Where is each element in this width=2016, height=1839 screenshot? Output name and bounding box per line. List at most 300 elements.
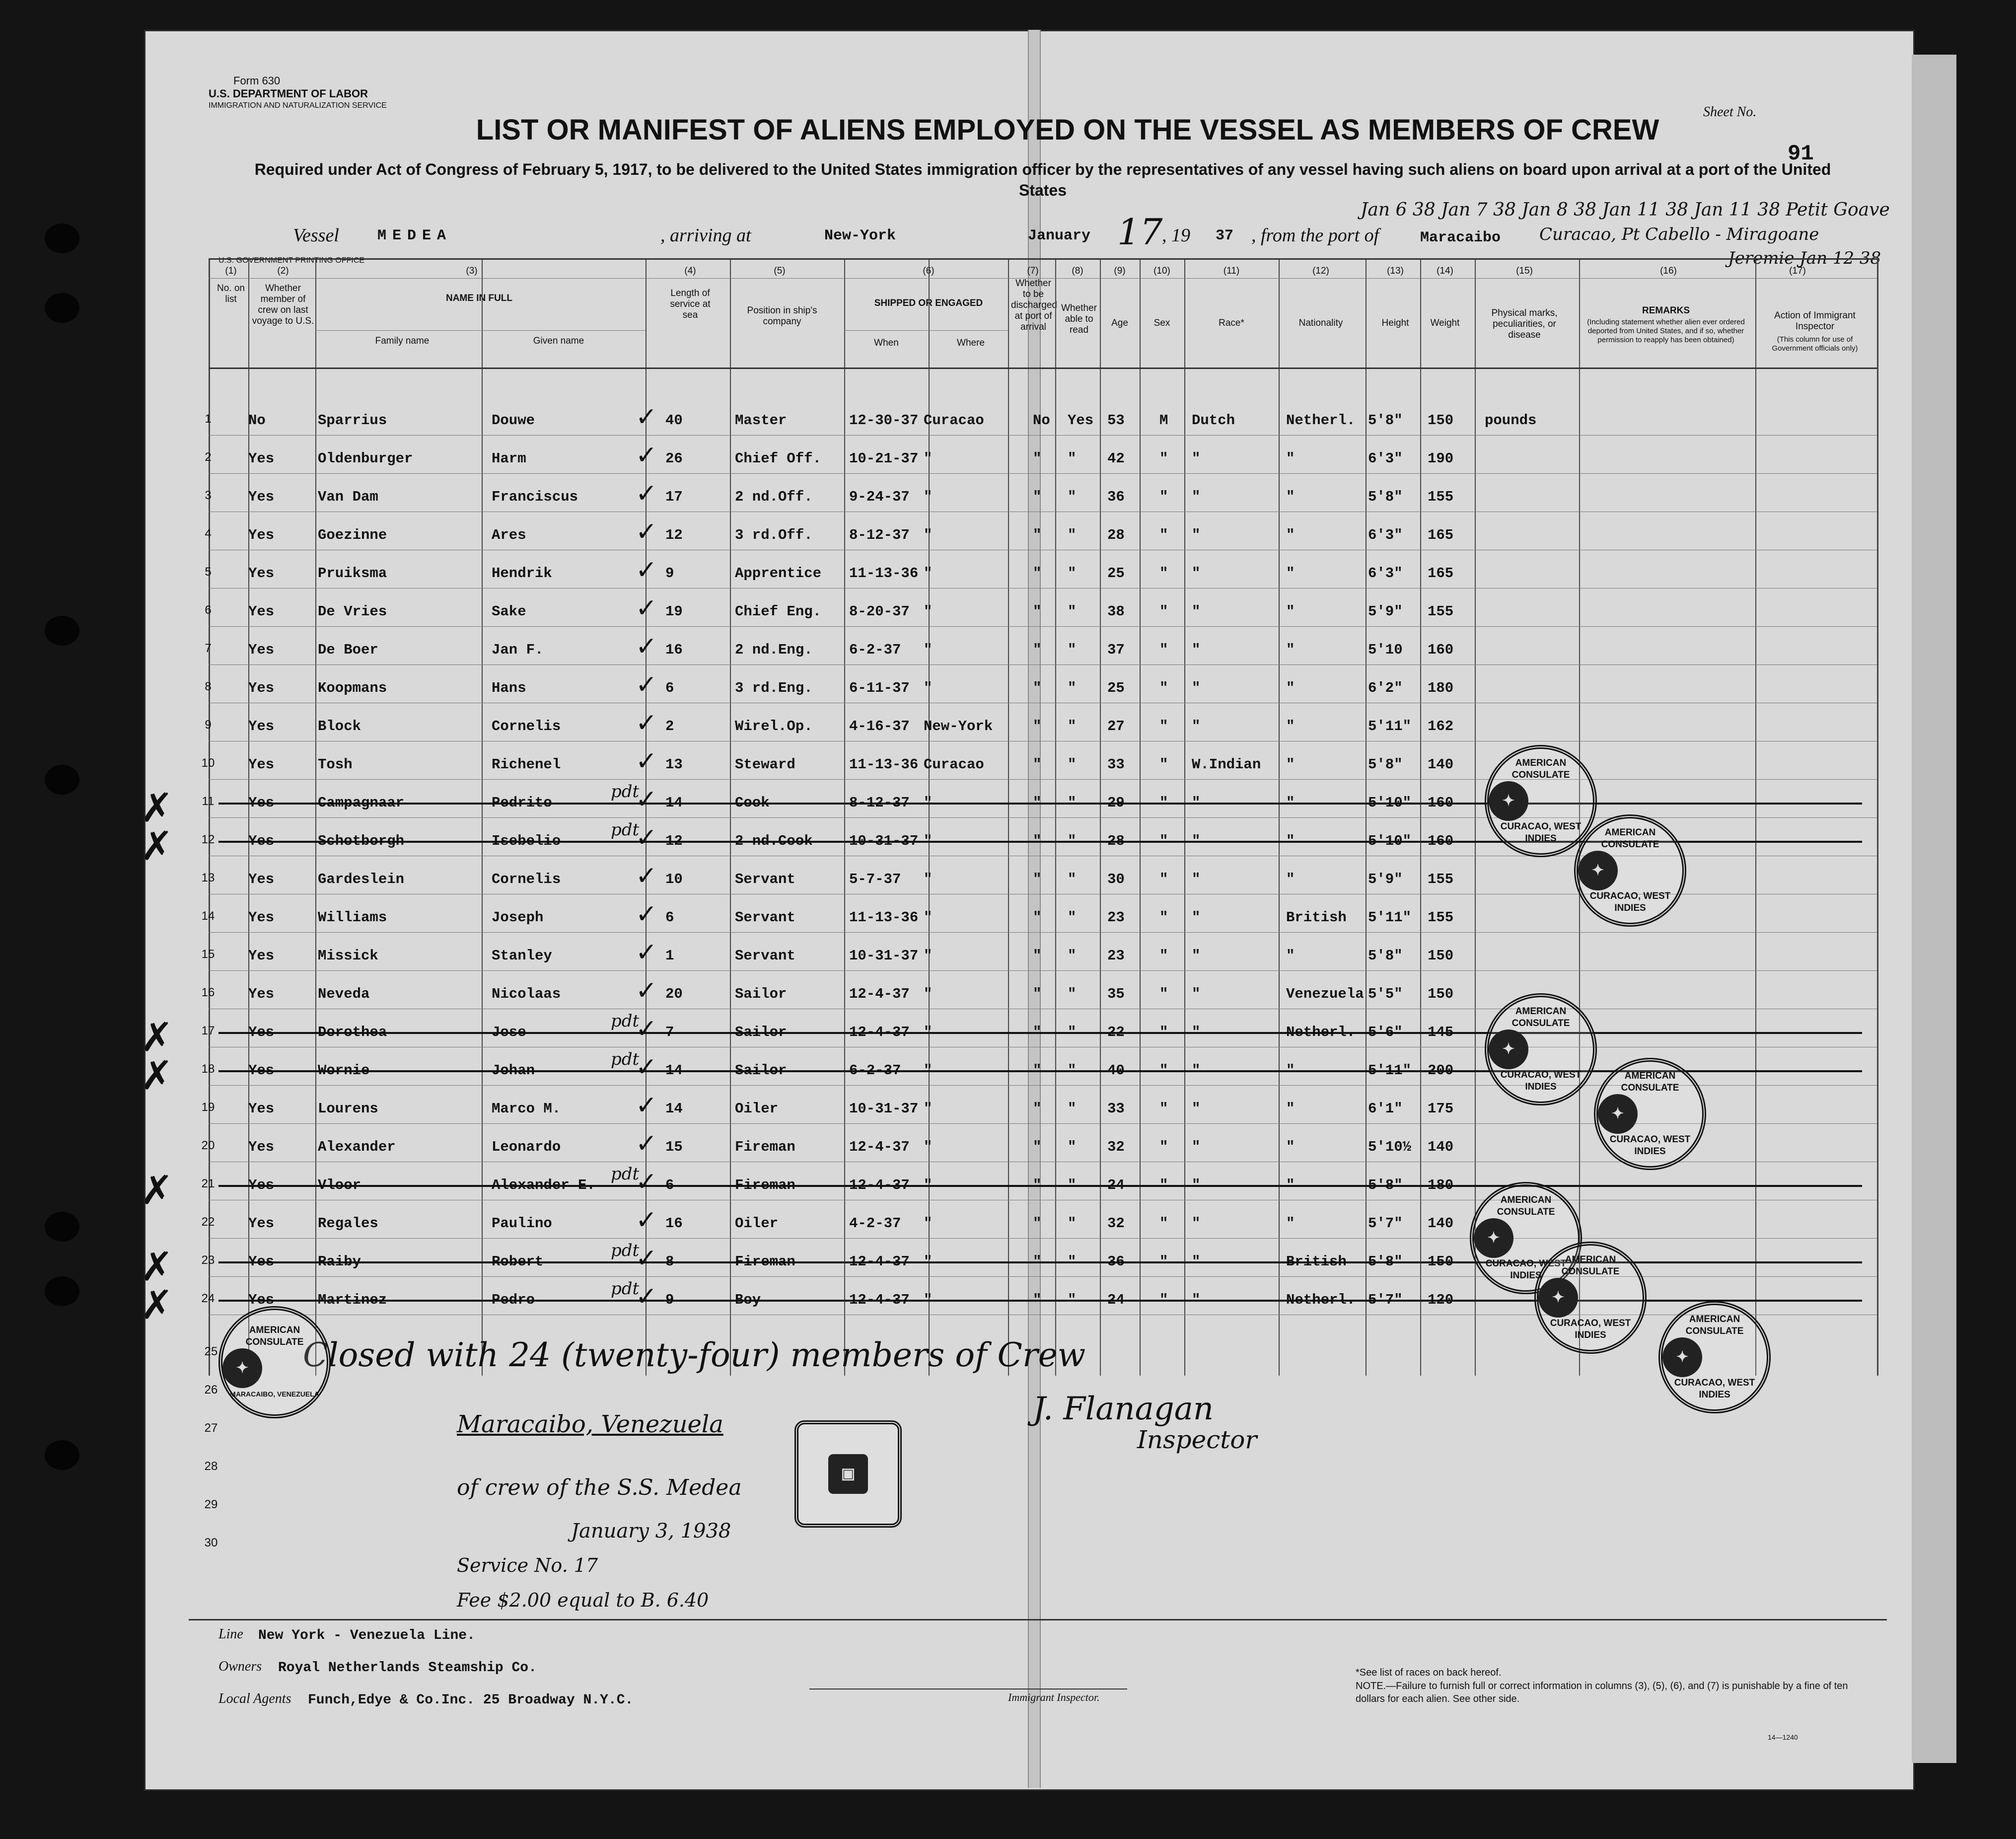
cell-race: " [1192, 489, 1201, 505]
cell-nat: British [1286, 1253, 1347, 1270]
col-num-5: (5) [774, 266, 786, 276]
binder-hole [45, 765, 79, 795]
cross-mark-icon: ✗ [140, 785, 174, 831]
cell-family: De Vries [318, 603, 387, 620]
col-num-16: (16) [1660, 266, 1677, 276]
row-number: 5 [205, 565, 212, 579]
arriving-label: , arriving at [660, 225, 751, 246]
cell-weight: 140 [1428, 1139, 1454, 1155]
cell-last: Yes [248, 1101, 275, 1117]
check-mark-icon: ✓ [636, 977, 657, 1005]
cell-disch: " [1033, 718, 1042, 735]
cell-weight: 165 [1428, 527, 1454, 543]
cell-height: 6'3" [1368, 450, 1403, 467]
cell-height: 5'10" [1368, 833, 1412, 849]
cell-position: Sailor [735, 1024, 787, 1040]
cell-weight: 165 [1428, 565, 1454, 582]
col-num-9: (9) [1114, 266, 1126, 276]
cell-when: 6-2-37 [849, 1062, 901, 1079]
cell-family: Sparrius [318, 412, 387, 429]
cell-height: 5'5" [1368, 986, 1403, 1002]
cell-family: Goezinne [318, 527, 387, 543]
col-num-10: (10) [1153, 266, 1170, 276]
cell-sex: " [1159, 527, 1168, 543]
arrival-port: New-York [824, 227, 896, 244]
cell-disch: " [1033, 1215, 1042, 1232]
cell-read: " [1068, 1024, 1077, 1040]
row-number: 20 [201, 1139, 215, 1152]
cell-sex: " [1159, 1101, 1168, 1117]
cell-length: 8 [665, 1253, 674, 1270]
cell-sex: " [1159, 489, 1168, 505]
cell-race: " [1192, 909, 1201, 926]
year-suffix: 37 [1216, 227, 1234, 244]
cell-last: Yes [248, 909, 275, 926]
cell-family: De Boer [318, 642, 378, 658]
cell-nat: " [1286, 565, 1295, 582]
page-subtitle: Required under Act of Congress of February 5, 1917, to be delivered to the United States immigration officer by the representatives of any vessel having such aliens on board upon arrival at a port of the United States [254, 160, 1831, 199]
cell-sex: " [1159, 603, 1168, 620]
cell-where: Curacao [924, 756, 984, 773]
check-mark-icon: ✓ [636, 939, 657, 967]
cell-sex: " [1159, 986, 1168, 1002]
from-label: , from the port of [1251, 225, 1379, 246]
cell-last: Yes [248, 1253, 275, 1270]
cell-race: Dutch [1192, 412, 1235, 429]
cell-race: " [1192, 1139, 1201, 1155]
cell-nat: " [1286, 756, 1295, 773]
cell-weight: 155 [1428, 871, 1454, 887]
cell-length: 26 [665, 450, 683, 467]
cell-race: " [1192, 1177, 1201, 1193]
cell-last: Yes [248, 833, 275, 849]
cell-given: Jose [492, 1024, 526, 1040]
cell-family: Schotborgh [318, 833, 405, 849]
strike-line [218, 1032, 1862, 1034]
cell-length: 6 [665, 1177, 674, 1193]
col-name-in-full: NAME IN FULL [445, 293, 513, 303]
col-age: Age [1111, 318, 1128, 328]
col-sex: Sex [1153, 318, 1170, 328]
sheet-label: Sheet No. [1703, 104, 1757, 120]
cell-read: " [1068, 450, 1077, 467]
cell-length: 7 [665, 1024, 674, 1040]
cell-last: No [248, 412, 266, 429]
cell-read: " [1068, 680, 1077, 696]
service-number: Service No. 17 [457, 1554, 598, 1576]
cell-weight: 180 [1428, 680, 1454, 696]
cell-disch: " [1033, 680, 1042, 696]
cell-where: " [924, 1177, 933, 1193]
cell-read: " [1068, 795, 1077, 811]
cross-mark-icon: ✗ [140, 1167, 174, 1213]
cell-position: Fireman [735, 1139, 795, 1155]
cell-position: Fireman [735, 1177, 795, 1193]
row-number: 3 [205, 489, 212, 502]
page-edge [1912, 55, 1956, 1763]
cell-read: " [1068, 948, 1077, 964]
row-number: 17 [201, 1024, 215, 1037]
col-action-note: (This column for use of Government officials only) [1772, 335, 1858, 353]
col-given-name: Given name [533, 336, 584, 346]
cell-sex: " [1159, 871, 1168, 887]
cell-height: 5'7" [1368, 1292, 1403, 1308]
check-mark-icon: ✓ [636, 1283, 657, 1311]
cross-mark-icon: ✗ [140, 1014, 174, 1060]
cell-when: 11-13-36 [849, 756, 919, 773]
cell-given: Joseph [492, 909, 544, 926]
cell-weight: 140 [1428, 756, 1454, 773]
col-num-14: (14) [1437, 266, 1453, 276]
cell-race: " [1192, 795, 1201, 811]
cell-length: 20 [665, 986, 683, 1002]
cell-where: Curacao [924, 412, 984, 429]
cell-when: 11-13-36 [849, 565, 919, 582]
fine-note: NOTE.—Failure to furnish full or correct information in columns (3), (5), (6), and (7) is punishable by a fine of ten dollars for each alien. See other side. [1356, 1681, 1848, 1704]
service: IMMIGRATION AND NATURALIZATION SERVICE [209, 101, 387, 110]
cell-nat: " [1286, 795, 1295, 811]
cell-family: Campagnaar [318, 795, 405, 811]
cell-disch: " [1033, 948, 1042, 964]
table-row [199, 512, 1887, 550]
col-position: Position in ship's company [747, 305, 817, 327]
cell-sex: " [1159, 948, 1168, 964]
cell-height: 5'8" [1368, 1253, 1403, 1270]
cell-disch: " [1033, 1253, 1042, 1270]
cell-weight: 155 [1428, 603, 1454, 620]
binder-hole [45, 293, 79, 323]
cell-read: " [1068, 489, 1077, 505]
check-mark-icon: ✓ [636, 824, 657, 852]
cell-position: Servant [735, 871, 795, 887]
cell-height: 6'2" [1368, 680, 1403, 696]
cell-nat: British [1286, 909, 1347, 926]
cell-disch: " [1033, 1292, 1042, 1308]
cell-age: 36 [1107, 489, 1125, 505]
cell-where: " [924, 1024, 933, 1040]
cell-length: 9 [665, 1292, 674, 1308]
cell-last: Yes [248, 1139, 275, 1155]
cell-length: 40 [665, 412, 683, 429]
cell-race: W.Indian [1192, 756, 1261, 773]
consulate-seal-square: ▣ [794, 1420, 902, 1528]
check-mark-icon: ✓ [636, 1168, 657, 1196]
cell-where: " [924, 909, 933, 926]
cell-age: 32 [1107, 1215, 1125, 1232]
cell-weight: 180 [1428, 1177, 1454, 1193]
col-num-12: (12) [1312, 266, 1329, 276]
inspector-signature: J. Flanagan [1033, 1391, 1214, 1427]
cell-length: 12 [665, 527, 683, 543]
pdt-note: pdt [611, 1164, 640, 1184]
curacao-stamp: AMERICAN CONSULATE ✦ CURACAO, WEST INDIES [1534, 1242, 1647, 1354]
col-num-11: (11) [1223, 266, 1240, 276]
cell-where: " [924, 527, 933, 543]
cell-height: 5'8" [1368, 412, 1403, 429]
table-row [199, 665, 1887, 703]
check-mark-icon: ✓ [636, 900, 657, 929]
cell-when: 12-4-37 [849, 1292, 910, 1308]
row-number: 25 [204, 1345, 218, 1358]
col-physical-marks: Physical marks, peculiarities, or disease [1491, 308, 1558, 340]
cell-given: Isebelio [492, 833, 561, 849]
handwritten-dates: Jan 6 38 Jan 7 38 Jan 8 38 Jan 11 38 Jan 11 38 Petit Goave [1361, 200, 1890, 220]
cell-read: " [1068, 1215, 1077, 1232]
check-mark-icon: ✓ [636, 556, 657, 585]
cell-when: 12-4-37 [849, 1177, 910, 1193]
cell-read: " [1068, 986, 1077, 1002]
cell-disch: " [1033, 450, 1042, 467]
cell-length: 12 [665, 833, 683, 849]
cell-height: 5'8" [1368, 948, 1403, 964]
cell-nat: Netherl. [1286, 1292, 1356, 1308]
cell-weight: 120 [1428, 1292, 1454, 1308]
cell-where: New-York [924, 718, 993, 735]
inspector-label: Immigrant Inspector. [1008, 1691, 1100, 1703]
cell-height: 5'9" [1368, 871, 1403, 887]
pdt-note: pdt [611, 782, 640, 802]
cell-when: 12-4-37 [849, 1253, 910, 1270]
row-number: 23 [201, 1253, 215, 1267]
cell-given: Alexander E. [492, 1177, 595, 1193]
cell-age: 23 [1107, 948, 1125, 964]
cell-where: " [924, 680, 933, 696]
col-shipped: SHIPPED OR ENGAGED [874, 298, 983, 308]
table-row [199, 971, 1887, 1009]
cell-disch: " [1033, 833, 1042, 849]
check-mark-icon: ✓ [636, 594, 657, 623]
cell-weight: 150 [1428, 986, 1454, 1002]
cell-when: 10-31-37 [849, 948, 919, 964]
cell-family: Missick [318, 948, 378, 964]
col-num-15: (15) [1516, 266, 1533, 276]
col-num-8: (8) [1072, 266, 1083, 276]
consulate-date: January 3, 1938 [571, 1520, 731, 1543]
cell-sex: " [1159, 1139, 1168, 1155]
closed-note: Closed with 24 (twenty-four) members of Crew [303, 1336, 1086, 1374]
cell-read: " [1068, 871, 1077, 887]
cell-height: 5'8" [1368, 1177, 1403, 1193]
cell-when: 8-20-37 [849, 603, 910, 620]
cell-height: 5'10 [1368, 642, 1403, 658]
cell-position: Boy [735, 1292, 761, 1308]
curacao-stamp: AMERICAN CONSULATE ✦ CURACAO, WEST INDIES [1658, 1301, 1771, 1413]
cell-age: 32 [1107, 1139, 1125, 1155]
curacao-stamp: AMERICAN CONSULATE ✦ CURACAO, WEST INDIES [1470, 1182, 1582, 1294]
cell-last: Yes [248, 1215, 275, 1232]
row-number: 8 [205, 680, 212, 693]
cell-position: Cook [735, 795, 770, 811]
table-row [140, 1162, 1887, 1213]
from-port: Maracaibo [1420, 229, 1501, 246]
cell-last: Yes [248, 489, 275, 505]
cell-when: 9-24-37 [849, 489, 910, 505]
cell-height: 5'8" [1368, 489, 1403, 505]
cell-last: Yes [248, 642, 275, 658]
row-number: 12 [201, 833, 215, 846]
cell-length: 19 [665, 603, 683, 620]
cell-family: Tosh [318, 756, 353, 773]
check-mark-icon: ✓ [636, 1130, 657, 1158]
col-family-name: Family name [375, 336, 430, 346]
table-row [199, 703, 1887, 741]
cell-position: 3 rd.Eng. [735, 680, 813, 696]
cell-weight: 160 [1428, 833, 1454, 849]
cell-nat: Netherl. [1286, 412, 1356, 429]
cell-height: 5'11" [1368, 718, 1412, 735]
cell-nat: " [1286, 1215, 1295, 1232]
row-number: 7 [205, 642, 212, 655]
cell-read: " [1068, 909, 1077, 926]
cell-age: 22 [1107, 1024, 1125, 1040]
cell-disch: " [1033, 603, 1042, 620]
cell-where: " [924, 871, 933, 887]
cell-age: 24 [1107, 1177, 1125, 1193]
row-number: 26 [204, 1383, 218, 1397]
cell-weight: 200 [1428, 1062, 1454, 1079]
cell-when: 12-4-37 [849, 1024, 910, 1040]
cell-length: 1 [665, 948, 674, 964]
table-row [199, 933, 1887, 971]
cell-read: " [1068, 603, 1077, 620]
row-number: 27 [204, 1421, 218, 1435]
row-number: 14 [201, 909, 215, 923]
cell-last: Yes [248, 680, 275, 696]
col-remarks-note: (Including statement whether alien ever ordered deported from United States, and if so, whether permission to reapply has been obtained) [1587, 318, 1745, 344]
page-title: LIST OR MANIFEST OF ALIENS EMPLOYED ON THE VESSEL AS MEMBERS OF CREW [476, 114, 1659, 146]
cell-length: 6 [665, 909, 674, 926]
col-action: Action of Immigrant Inspector [1774, 310, 1856, 332]
cell-weight: 145 [1428, 1024, 1454, 1040]
cell-sex: " [1159, 1292, 1168, 1308]
row-number: 22 [201, 1215, 215, 1229]
table-row [199, 588, 1887, 627]
check-mark-icon: ✓ [636, 786, 657, 814]
cell-race: " [1192, 680, 1201, 696]
pdt-note: pdt [611, 1279, 640, 1299]
cell-given: Douwe [492, 412, 535, 429]
cell-race: " [1192, 1101, 1201, 1117]
cell-disch: " [1033, 986, 1042, 1002]
col-where: Where [957, 338, 985, 348]
cell-nat: " [1286, 527, 1295, 543]
cell-race: " [1192, 1062, 1201, 1079]
cell-family: Van Dam [318, 489, 378, 505]
arrival-month: January [1028, 227, 1091, 244]
table-row [199, 474, 1887, 512]
cell-weight: 162 [1428, 718, 1454, 735]
cross-mark-icon: ✗ [140, 823, 174, 869]
cell-weight: 155 [1428, 489, 1454, 505]
cell-race: " [1192, 833, 1201, 849]
cell-weight: 160 [1428, 642, 1454, 658]
cell-weight: 140 [1428, 1215, 1454, 1232]
cell-when: 12-4-37 [849, 1139, 910, 1155]
handwritten-ports: Curacao, Pt Cabello - Miragoane [1539, 224, 1819, 244]
cell-family: Pruiksma [318, 565, 387, 582]
row-number: 2 [205, 450, 212, 464]
cell-disch: " [1033, 1062, 1042, 1079]
cell-nat: " [1286, 833, 1295, 849]
agents-label: Local Agents [218, 1691, 291, 1706]
cell-position: Chief Off. [735, 450, 822, 467]
binder-hole [45, 1276, 79, 1306]
col-height: Height [1381, 318, 1409, 328]
cell-family: Martinez [318, 1292, 387, 1308]
cell-weight: 175 [1428, 1101, 1454, 1117]
cell-where: " [924, 1139, 933, 1155]
cell-last: Yes [248, 871, 275, 887]
cell-where: " [924, 603, 933, 620]
line-value: New York - Venezuela Line. [258, 1628, 475, 1643]
handwritten-extra: Jeremie Jan 12 38 [1728, 248, 1881, 268]
table-row [199, 1200, 1887, 1239]
curacao-stamp: AMERICAN CONSULATE ✦ CURACAO, WEST INDIES [1594, 1058, 1706, 1170]
cell-height: 5'11" [1368, 1062, 1412, 1079]
cell-read: " [1068, 1139, 1077, 1155]
cell-family: Neveda [318, 986, 370, 1002]
col-when: When [874, 338, 899, 348]
cell-last: Yes [248, 1062, 275, 1079]
cell-length: 6 [665, 680, 674, 696]
table-row [199, 550, 1887, 588]
cell-read: " [1068, 527, 1077, 543]
check-mark-icon: ✓ [636, 1245, 657, 1273]
check-mark-icon: ✓ [636, 747, 657, 776]
cell-race: " [1192, 986, 1201, 1002]
binder-hole [45, 616, 79, 646]
cell-nat: Netherl. [1286, 1024, 1356, 1040]
cell-given: Marco M. [492, 1101, 561, 1117]
owners-label: Owners [218, 1659, 262, 1674]
cell-last: Yes [248, 527, 275, 543]
cell-length: 10 [665, 871, 683, 887]
table-row [199, 741, 1887, 780]
cell-disch: " [1033, 909, 1042, 926]
col-remarks: REMARKS [1642, 305, 1690, 316]
cell-where: " [924, 1215, 933, 1232]
cell-given: Pedro [492, 1292, 535, 1308]
col-num-7: (7) [1027, 266, 1039, 276]
strike-line [218, 803, 1862, 805]
cell-read: " [1068, 1062, 1077, 1079]
cell-age: 53 [1107, 412, 1125, 429]
cell-sex: " [1159, 909, 1168, 926]
check-mark-icon: ✓ [636, 441, 657, 470]
cell-length: 15 [665, 1139, 683, 1155]
cell-nat: " [1286, 1139, 1295, 1155]
cell-race: " [1192, 527, 1201, 543]
cell-last: Yes [248, 718, 275, 735]
row-number: 30 [204, 1536, 218, 1549]
cell-where: " [924, 986, 933, 1002]
check-mark-icon: ✓ [636, 1206, 657, 1235]
cell-length: 13 [665, 756, 683, 773]
col-no-on-list: No. on list [217, 283, 245, 304]
cell-position: Sailor [735, 1062, 787, 1079]
cell-given: Ares [492, 527, 526, 543]
check-mark-icon: ✓ [636, 671, 657, 699]
cell-sex: " [1159, 1062, 1168, 1079]
cell-when: 8-12-37 [849, 527, 910, 543]
cell-family: Raiby [318, 1253, 361, 1270]
cell-sex: " [1159, 833, 1168, 849]
cell-read: " [1068, 565, 1077, 582]
col-num-17: (17) [1789, 266, 1806, 276]
cell-position: Master [735, 412, 787, 429]
cell-position: 2 nd.Cook [735, 833, 813, 849]
cell-position: 2 nd.Off. [735, 489, 813, 505]
